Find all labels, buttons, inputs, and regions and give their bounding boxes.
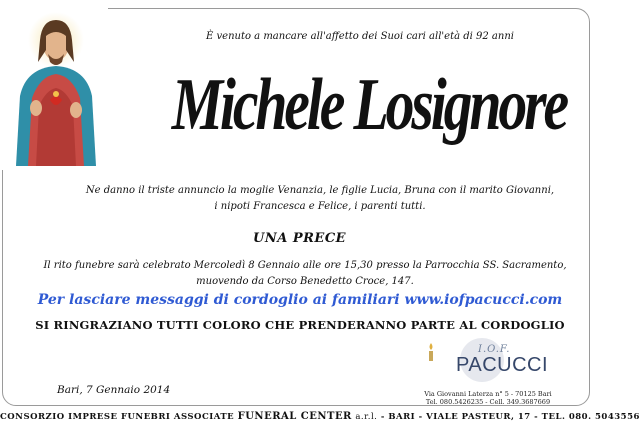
footer-consortium: CONSORZIO IMPRESE FUNEBRI ASSOCIATE (0, 412, 235, 422)
pacucci-logo (418, 336, 558, 396)
logo-iof: I.O.F. (478, 344, 511, 355)
announcement-line: i nipoti Francesca e Felice, i parenti tutti. (214, 201, 426, 212)
footer-funeral-center: FUNERAL CENTER (237, 411, 352, 422)
footer-address: - BARI - VIALE PASTEUR, 17 - TEL. 080. 5043556 (380, 412, 640, 422)
footer (0, 411, 640, 422)
rite-line: muovendo da Corso Benedetto Croce, 147. (196, 276, 414, 287)
notice-date: Bari, 7 Gennaio 2014 (57, 384, 171, 396)
prayer-heading: UNA PRECE (253, 231, 347, 246)
company-address (413, 390, 563, 406)
condolence-link[interactable]: Per lasciare messaggi di cordoglio ai familiari www.iofpacucci.com (37, 292, 563, 308)
rite-line: Il rito funebre sarà celebrato Mercoledì 8 Gennaio alle ore 15,30 presso la Parrocchia SS. Sacramento, (43, 260, 567, 271)
phone-line: Tel. 080.5426235 - Cell. 349.3687669 (425, 398, 551, 406)
candle-icon (424, 342, 438, 362)
footer-arl: a.r.l. (355, 412, 378, 422)
address-line: Via Giovanni Laterza n° 5 - 70125 Bari (424, 390, 552, 398)
announcement-line: Ne danno il triste annuncio la moglie Venanzia, le figlie Lucia, Bruna con il marito Giovanni, (85, 185, 555, 196)
intro-text: È venuto a mancare all'affetto dei Suoi cari all'età di 92 anni (206, 31, 514, 42)
deceased-name: Michele Losignore (171, 64, 566, 146)
thanks-text: SI RINGRAZIANO TUTTI COLORO CHE PRENDERANNO PARTE AL CORDOGLIO (35, 318, 565, 332)
logo-name: PACUCCI (456, 354, 549, 376)
rite-details (25, 258, 585, 290)
announcement (55, 183, 585, 215)
sacred-heart-image (6, 6, 106, 166)
